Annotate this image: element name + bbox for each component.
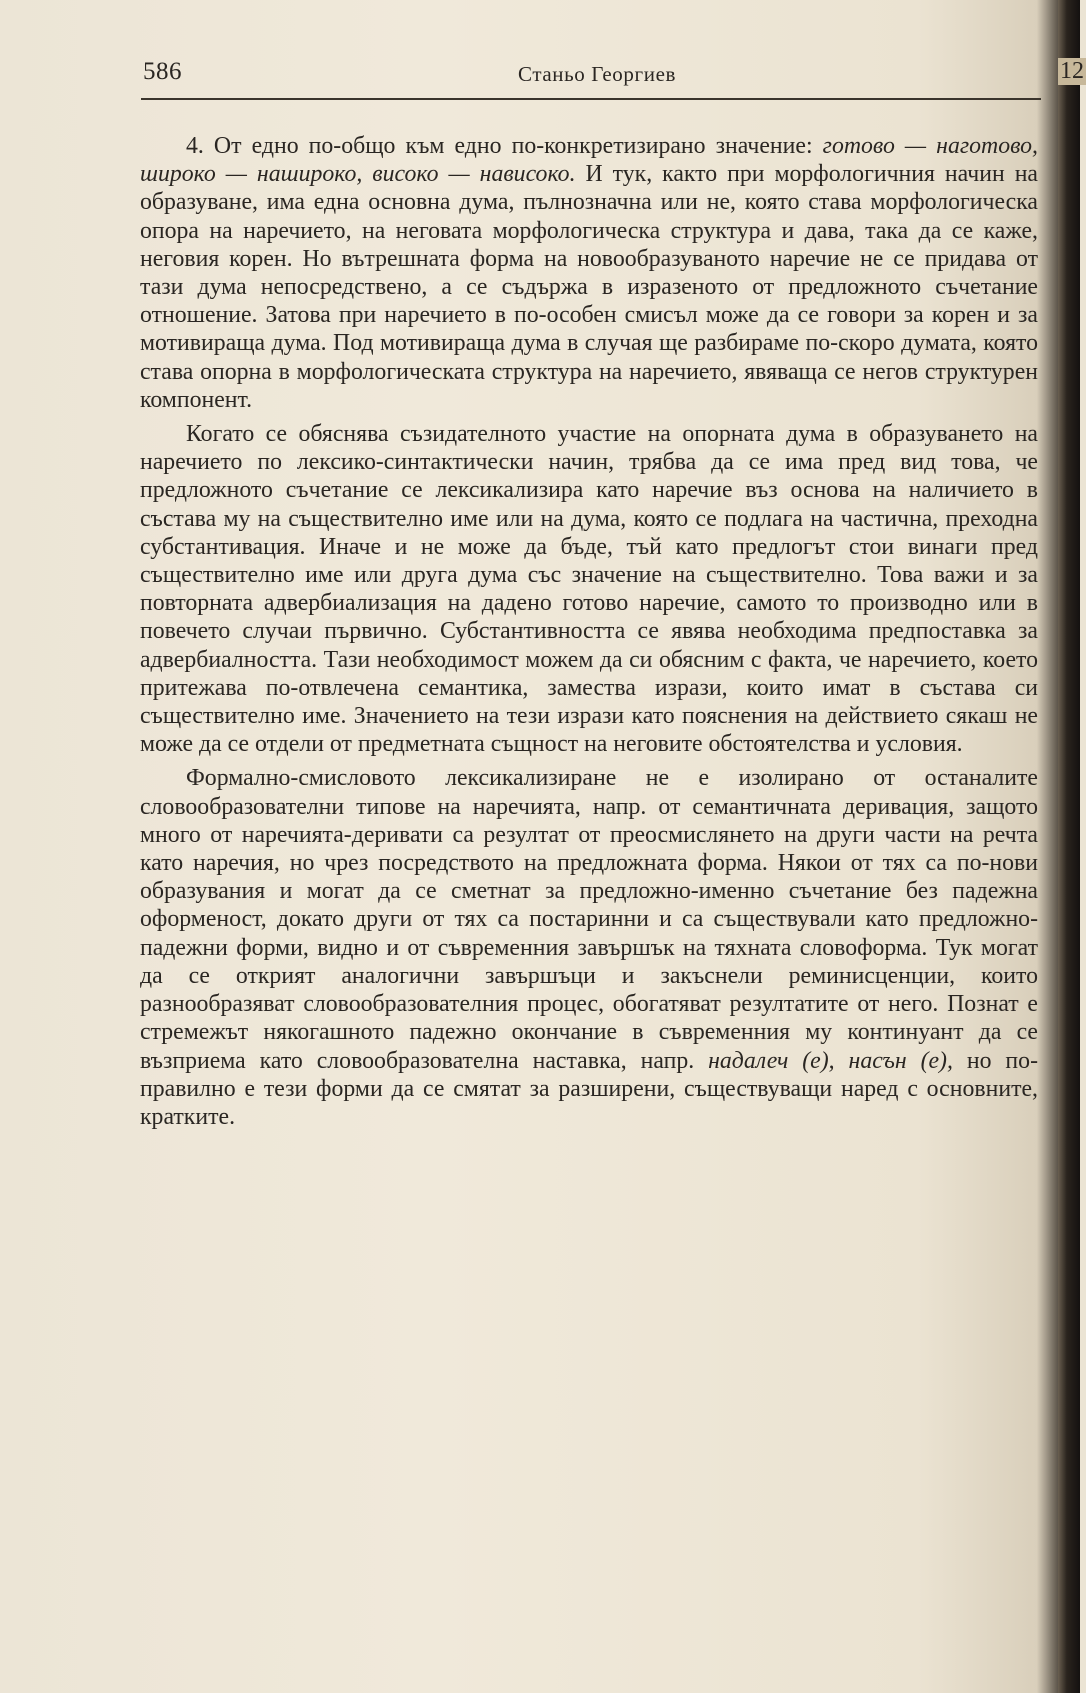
paragraph xyxy=(140,132,1038,414)
example-words-italic: готово — наготово, широко — нашироко, високо — нависоко. xyxy=(140,133,1038,188)
text-segment: Формално-смисловото лексикализиране не е изолирано от останалите словообразователни типове на наречията, напр. от семантичната деривация, защото много от наречията-деривати са резултат от преосмислянето на други части на речта като наречия, но чрез посредството на предложната форма. Някои от тях са по-нови образувания и могат да се сметнат за предложно-именно съчетание без падежна оформеност, докато други от тях са постаринни и са съществували като предложно-падежни форми, видно и от съвременния завършък на тяхната словоформа. Тук могат да се открият аналогични завършъци и закъснели реминисценции, които разнообразяват словообразователния процес, обогатяват резултатите от него. Познат е стремежът някогашното падежно окончание в съвременния му континуант да се възприема като словообразователна наставка, напр. xyxy=(140,765,1038,1074)
page-number: 586 xyxy=(143,58,182,85)
text-segment: но по-правилно е тези форми да се смятат за разширени, съществуващи наред с основните, кратките. xyxy=(140,1047,1038,1130)
paragraph xyxy=(140,420,1038,758)
body-text xyxy=(140,132,1038,1131)
edge-page-mark: 12 xyxy=(1060,58,1084,84)
running-title: Станьо Георгиев xyxy=(518,62,676,86)
text-segment: Когато се обяснява съзидателното участие на опорната дума в образуването на наречието по лексико-синтактически начин, трябва да се има пред вид това, че предложното съчетание се лексикализира като наречие въз основа на наличието в състава му на съществително име или на дума, която се подлага на частична, преходна субстантивация. Иначе и не може да бъде, тъй като предлогът стои винаги пред съществително име или друга дума със значение на съществително. Това важи и за повторната адвербиализация на дадено готово наречие, самото то производно или в повечето случаи първично. Субстантивността се явява необходима предпоставка за адвербиалността. Тази необходимост можем да си обясним с факта, че наречието, което притежава по-отвлечена семантика, замества изрази, които имат в състава си съществително име. Значението на тези изрази като пояснения на действието сякаш не може да се отдели от предметната същност на неговите обстоятелства и условия. xyxy=(140,421,1038,758)
paragraph xyxy=(140,764,1038,1131)
book-gutter-shadow xyxy=(1058,0,1080,1693)
page-header xyxy=(143,58,1084,98)
text-segment: 4. От едно по-общо към едно по-конкретизирано значение: xyxy=(186,133,823,159)
text-segment: И тук, както при морфологичния начин на образуване, има една основна дума, пълнозначна или не, която става морфологическа опора на наречието, на неговата морфологическа структура и дава, така да се каже, неговия корен. Но вътрешната форма на новообразуваното наречие не се придава от тази дума непосредствено, а се съдържа в изразеното от предложното съчетание отношение. Затова при наречието в по-особен смисъл може да се говори за корен и за мотивираща дума. Под мотивираща дума в случая ще разбираме по-скоро думата, която става опорна в морфологическата структура на наречието, явяваща се негов структурен компонент. xyxy=(140,161,1038,413)
header-rule xyxy=(141,98,1041,100)
example-words-italic: надалеч (е), насън (е), xyxy=(708,1047,953,1074)
